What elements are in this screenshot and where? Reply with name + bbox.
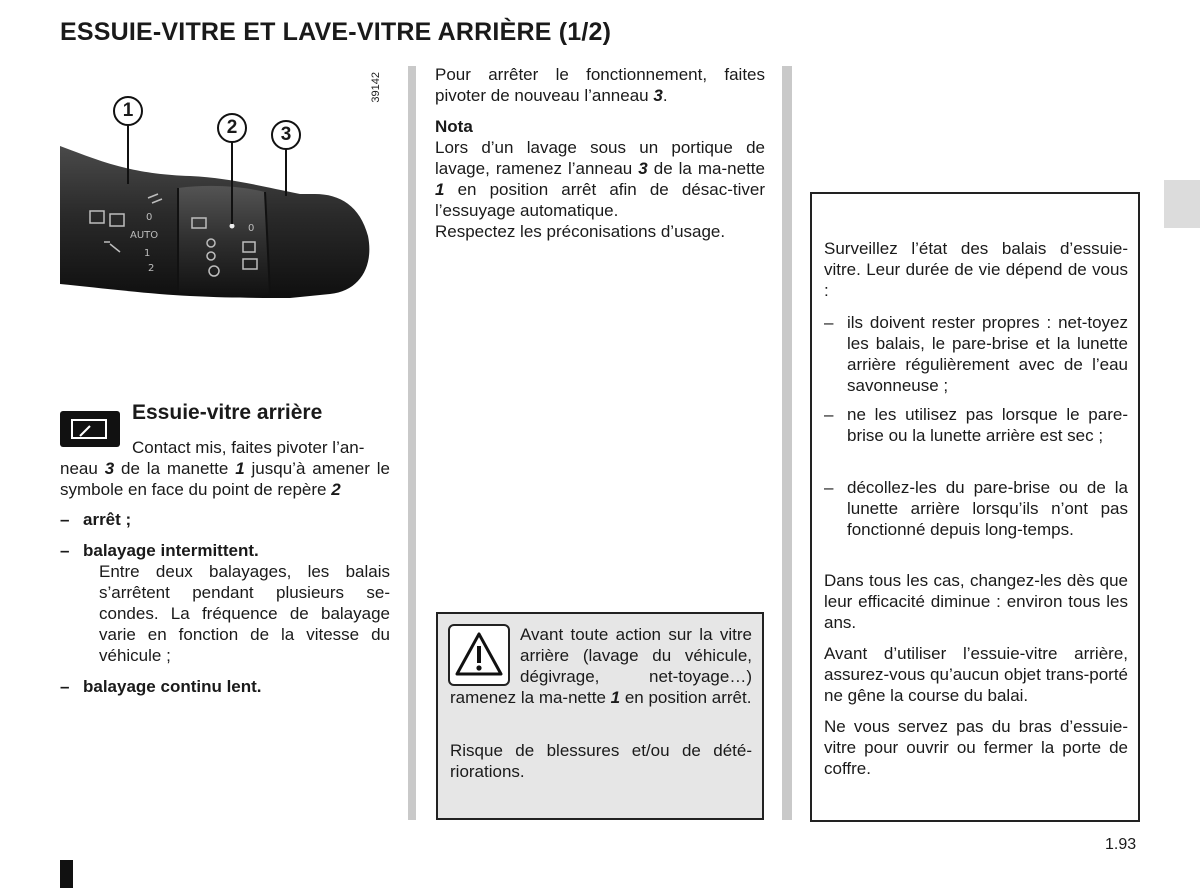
list-label: balayage continu lent. — [83, 677, 262, 696]
photo-reference-number: 39142 — [370, 72, 382, 103]
intro-ref-1: 1 — [235, 459, 245, 478]
stop-text: Pour arrêter le fonctionnement, faites pivoter de nouveau l’anneau — [435, 65, 765, 105]
care-arm-text: Ne vous servez pas du bras d’essuie-vitre pour ouvrir ou fermer la porte de coffre. — [824, 717, 1128, 778]
nota-text-1: Lors d’un lavage sous un portique de lavage, ramenez l’anneau — [435, 138, 765, 178]
wiper-stalk-illustration — [60, 66, 388, 384]
callout-1: 1 — [113, 96, 143, 126]
warning-ref-1: 1 — [610, 688, 621, 707]
warning-text-1: Avant toute action sur la vitre arrière (lavage du véhicule, dégivrage, net-toyage…) ramenez la ma-nette — [450, 625, 752, 707]
list-dash: – — [60, 510, 70, 529]
stalk-label-auto: AUTO — [130, 230, 159, 241]
list-text: ne les utilisez pas lorsque le pare-brise ou la lunette arrière est sec ; — [847, 405, 1128, 445]
page-number: 1.93 — [1105, 836, 1137, 853]
section-heading-rear-wiper: Essuie-vitre arrière — [132, 401, 323, 424]
corner-mark — [60, 860, 73, 888]
list-item-arret — [60, 509, 390, 530]
intro-text-3: de la manette — [114, 459, 236, 478]
care-replace-text: Dans tous les cas, changez-les dès que leur efficacité diminue : environ tous les ans. — [824, 571, 1128, 632]
column-separator-left — [408, 66, 416, 820]
chapter-tab — [1164, 180, 1200, 228]
care-item-dry — [824, 404, 1128, 446]
stalk-label-1: 1 — [144, 248, 151, 259]
list-text: ils doivent rester propres : net-toyez les balais, le pare-brise et la lunette arrière régulièrement avec de l’eau savonneuse ; — [847, 313, 1128, 395]
list-detail: Entre deux balayages, les balais s’arrêtent pendant plusieurs se-condes. La fréquence de balayage varie en fonction de la vitesse du véhicule ; — [99, 562, 390, 665]
list-dash: – — [60, 677, 70, 696]
intro-ref-3: 3 — [104, 459, 115, 478]
nota-heading: Nota — [435, 117, 473, 136]
column-separator-middle — [782, 66, 792, 820]
list-dash: – — [824, 405, 834, 424]
nota-ref-1: 1 — [435, 180, 445, 199]
list-item-continu — [60, 676, 390, 697]
list-text: décollez-les du pare-brise ou de la lunette arrière lorsqu’ils n’ont pas fonctionné depuis long-temps. — [847, 478, 1128, 539]
nota-text-2: de la ma-nette — [647, 159, 765, 178]
list-dash: – — [824, 313, 834, 332]
intro-text-1: Contact mis, faites pivoter l’an- — [132, 438, 365, 457]
intro-text-4: jusqu’à amener le symbole en face du point de repère — [60, 459, 390, 499]
page-title: ESSUIE-VITRE ET LAVE-VITRE ARRIÈRE (1/2) — [60, 18, 612, 46]
nota-text-usage: Respectez les préconisations d’usage. — [435, 222, 726, 241]
intro-ref-2: 2 — [331, 480, 341, 499]
list-label: arrêt ; — [83, 510, 132, 529]
intro-text-2: neau — [60, 459, 105, 478]
warning-text-2: en position arrêt. — [620, 688, 752, 707]
stalk-label-0: 0 — [146, 212, 153, 223]
list-label: balayage intermittent. — [83, 541, 259, 560]
stalk-label-2: 2 — [148, 263, 155, 274]
wiper-care-box — [810, 192, 1140, 822]
rear-wiper-intro — [132, 437, 390, 458]
stalk-label-0b: 0 — [248, 223, 255, 234]
nota-text — [435, 137, 765, 221]
list-dash: – — [60, 541, 70, 560]
stop-text-end: . — [662, 86, 668, 105]
care-before-use-text: Avant d’utiliser l’essuie-vitre arrière, assurez-vous qu’aucun objet trans-porté ne gêne la course du balai. — [824, 644, 1128, 705]
callout-2: 2 — [217, 113, 247, 143]
callout-3: 3 — [271, 120, 301, 150]
rear-wiper-icon — [60, 411, 120, 447]
warning-text — [450, 624, 752, 708]
care-item-detach — [824, 477, 1128, 540]
warning-box — [436, 612, 764, 820]
nota-text-3: en position arrêt afin de désac-tiver l’essuyage automatique. — [435, 180, 765, 220]
list-item-intermittent — [60, 540, 390, 666]
stop-instruction — [435, 64, 765, 106]
stop-ref-3: 3 — [653, 86, 663, 105]
care-item-clean — [824, 312, 1128, 396]
rear-wiper-intro-cont — [60, 458, 390, 500]
list-dash: – — [824, 478, 834, 497]
care-intro: Surveillez l’état des balais d’essuie-vitre. Leur durée de vie dépend de vous : — [824, 239, 1128, 300]
wiper-stalk-photo — [60, 66, 388, 384]
nota-ref-3: 3 — [638, 159, 648, 178]
warning-risk-text: Risque de blessures et/ou de dété-riorations. — [450, 741, 752, 781]
